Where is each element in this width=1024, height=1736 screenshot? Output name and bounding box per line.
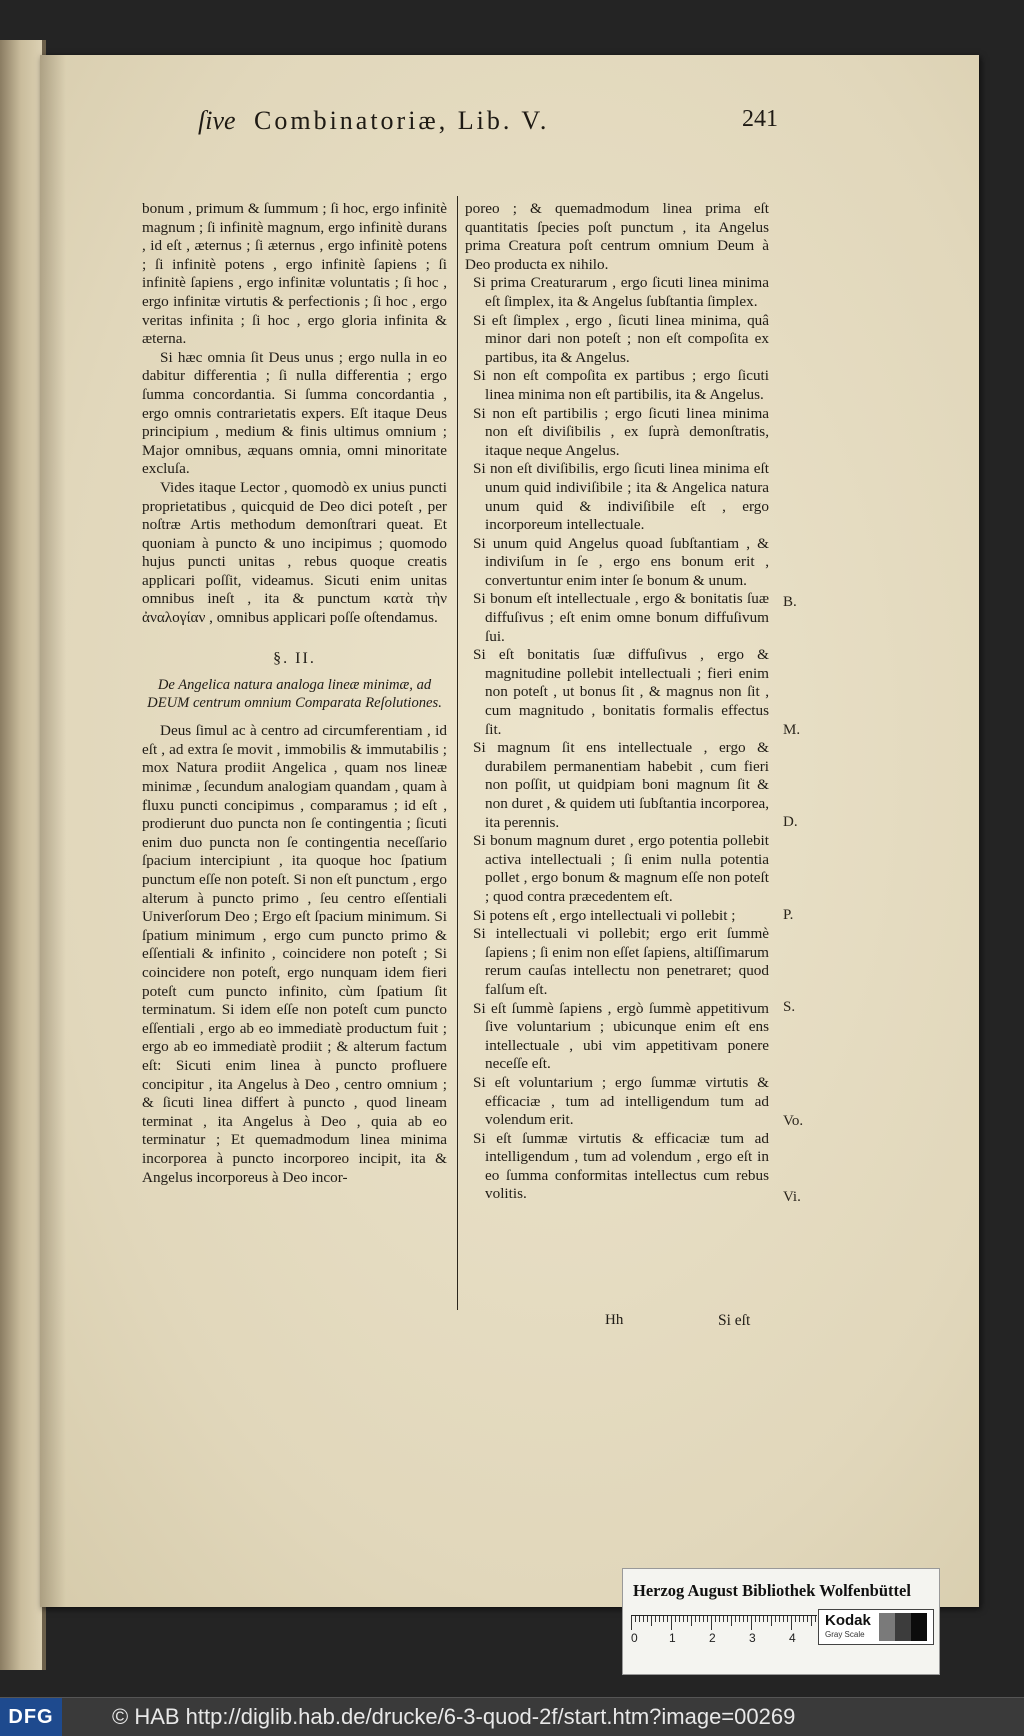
- ruler-tick: [671, 1616, 672, 1630]
- ruler-tick: [763, 1616, 764, 1622]
- proposition: Si eſt bonitatis ſuæ diffuſivus , ergo & magnitudine pollebit intellectuali ; fieri enim non poteſt , ut bonus ſit , & magnus non ſit , cum magnitudo , bonitatis formalis effectus ſit.: [473, 646, 769, 738]
- ruler-tick: [731, 1616, 732, 1626]
- ruler-tick: [631, 1616, 632, 1630]
- ruler-tick: [811, 1616, 812, 1626]
- section-title: De Angelica natura analoga lineæ minimæ, ad DEUM centrum omnium Comparata Reſolutiones.: [147, 677, 442, 712]
- proposition: Si eſt ſummæ virtutis & efficaciæ tum ad intelligendum , tum ad volendum , ergo eſt in eo ſumma conformitas intellectus cum rebus volitis.: [473, 1129, 769, 1203]
- margin-letter: Vo.: [783, 1113, 804, 1129]
- library-card: [622, 1568, 940, 1675]
- ruler-tick: [651, 1616, 652, 1626]
- ruler-tick: [799, 1616, 800, 1622]
- running-head-sive: ſive: [198, 106, 236, 135]
- ruler-tick: [739, 1616, 740, 1622]
- running-head-title: Combinatoriæ, Lib. V.: [254, 106, 550, 135]
- ruler-tick: [735, 1616, 736, 1622]
- ruler-tick: [707, 1616, 708, 1622]
- ruler-number: 4: [789, 1631, 796, 1645]
- ruler-tick: [775, 1616, 776, 1622]
- paragraph: poreo ; & quemadmodum linea prima eſt quantitatis ſpecies poſt punctum , ita Angelus prima Creatura poſt centrum omnium Deum à Deo producta ex nihilo.: [465, 200, 769, 273]
- ruler-tick: [755, 1616, 756, 1622]
- proposition: Si potens eſt , ergo intellectuali vi pollebit ;: [473, 906, 736, 924]
- ruler-tick: [803, 1616, 804, 1622]
- proposition: Si prima Creaturarum , ergo ſicuti linea minima eſt ſimplex, ita & Angelus ſubſtantia ſimplex.: [473, 274, 769, 310]
- ruler-number: 3: [749, 1631, 756, 1645]
- left-column: [142, 200, 447, 1187]
- proposition: Si intellectuali vi pollebit; ergo erit ſummè ſapiens ; ſi enim non eſſet ſapiens, altiſſimarum rerum cauſas intellectu non penetraret; quod falſum eſt.: [473, 925, 769, 998]
- ruler-tick: [795, 1616, 796, 1622]
- ruler-number: 1: [669, 1631, 676, 1645]
- ruler-tick: [699, 1616, 700, 1622]
- dfg-logo[interactable]: DFG: [0, 1698, 62, 1736]
- margin-letter: D.: [783, 814, 798, 830]
- kodak-gray-scale: [818, 1609, 934, 1645]
- proposition: Si bonum magnum duret , ergo potentia pollebit activa intellectuali ; ſi enim nulla potentia pollet , ergo bonum & magnum eſſe non poteſt ; quod contra præcedentem eſt.: [473, 832, 769, 905]
- margin-letter: B.: [783, 594, 797, 610]
- signature-mark: Hh: [605, 1312, 624, 1328]
- gray-swatch: [895, 1613, 911, 1641]
- paragraph: Vides itaque Lector , quomodò ex unius puncti proprietatibus , quicquid de Deo dici poteſt , per noſtræ Artis methodum demonſtrari queat. Et quoniam à puncto & uno incipimus ; quomodo hujus puncti unitas , rebus quoque creatis applicari poſſit, videamus. Sicuti enim unitas omnibus ineſt , ita & punctum κατὰ τὴν ἀναλογίαν , omnibus applicari poſſe oſtendamus.: [142, 478, 447, 627]
- ruler-tick: [771, 1616, 772, 1626]
- ruler-number: 2: [709, 1631, 716, 1645]
- paragraph: bonum , primum & ſummum ; ſi hoc, ergo infinitè magnum ; ſi infinitè magnum, ergo infinitè durans , id eſt , æternus ; ſi æternus , ergo infinitè potens ; ſi infinitè potens , ergo infinitè ſapiens ; ſi infinitè ſapiens , ergo infinitæ voluntatis ; ſi hoc , ergo infinitæ virtutis & perfectionis ; ſi hoc , ergo veritas infinita ; ſi hoc , ergo gloria infinita & æterna.: [142, 200, 447, 348]
- gray-swatch: [879, 1613, 895, 1641]
- catchword: Si eſt: [718, 1312, 751, 1329]
- margin-letter: P.: [783, 907, 794, 923]
- ruler-tick: [679, 1616, 680, 1622]
- ruler-tick: [711, 1616, 712, 1630]
- proposition: Si unum quid Angelus quoad ſubſtantiam , & indiviſum in ſe , ergo ens bonum erit , convertuntur enim inter ſe bonum & unum.: [473, 534, 769, 589]
- ruler-tick: [751, 1616, 752, 1630]
- proposition: Si non eſt compoſita ex partibus ; ergo ſicuti linea minima non eſt partibilis, ita & Angelus.: [473, 367, 769, 403]
- ruler-tick: [667, 1616, 668, 1622]
- ruler-tick: [675, 1616, 676, 1622]
- paragraph: Si hæc omnia ſit Deus unus ; ergo nulla in eo dabitur differentia ; ſi nulla differentia ; ergo ſumma concordantia. Si ſumma concordantia , ergo omnis contrarietatis expers. Eſt itaque Deus principium , medium & finis ultimus omnium ; Major omnibus, æquans omnia, omni minoritate excluſa.: [142, 348, 447, 478]
- margin-letter: S.: [783, 999, 796, 1015]
- margin-letter: Vi.: [783, 1189, 801, 1205]
- proposition: Si eſt voluntarium ; ergo ſummæ virtutis & efficaciæ , tum ad intelligendum tum ad volendum erit.: [473, 1073, 769, 1129]
- ruler-tick: [791, 1616, 792, 1630]
- ruler-tick: [683, 1616, 684, 1622]
- ruler-tick: [787, 1616, 788, 1622]
- proposition: Si eſt ſimplex , ergo , ſicuti linea minima, quâ minor dari non poteſt ; non eſt compoſita ex partibus, ita & Angelus.: [473, 311, 769, 366]
- ruler-tick: [639, 1616, 640, 1622]
- column-rule: [457, 196, 458, 1310]
- proposition: Si eſt ſummè ſapiens , ergò ſummè appetitivum ſive voluntarium ; ubicunque enim eſt ens intellectuale , ubi vim appetitivam ponere neceſſe eſt.: [473, 999, 769, 1073]
- ruler-tick: [647, 1616, 648, 1622]
- ruler-tick: [695, 1616, 696, 1622]
- ruler-tick: [783, 1616, 784, 1622]
- ruler-tick: [655, 1616, 656, 1622]
- ruler-tick: [659, 1616, 660, 1622]
- ruler-tick: [759, 1616, 760, 1622]
- ruler-tick: [643, 1616, 644, 1622]
- running-head: [198, 102, 778, 142]
- ruler-tick: [807, 1616, 808, 1622]
- ruler-tick: [691, 1616, 692, 1626]
- ruler-tick: [663, 1616, 664, 1622]
- ruler-tick: [635, 1616, 636, 1622]
- margin-letter: M.: [783, 722, 801, 738]
- ruler-tick: [703, 1616, 704, 1622]
- ruler-tick: [687, 1616, 688, 1622]
- ruler-tick: [767, 1616, 768, 1622]
- page-number: 241: [742, 106, 778, 132]
- ruler-number: 0: [631, 1631, 638, 1645]
- source-link[interactable]: © HAB http://diglib.hab.de/drucke/6-3-quod-2f/start.htm?image=00269: [112, 1704, 796, 1729]
- kodak-sub: Gray Scale: [825, 1630, 865, 1639]
- ruler-tick: [779, 1616, 780, 1622]
- library-name: Herzog August Bibliothek Wolfenbüttel: [633, 1581, 911, 1600]
- ruler-tick: [723, 1616, 724, 1622]
- ruler-tick: [747, 1616, 748, 1622]
- right-column: [465, 200, 769, 1204]
- ruler-tick: [719, 1616, 720, 1622]
- ruler-tick: [815, 1616, 816, 1622]
- ruler-tick: [715, 1616, 716, 1622]
- ruler-tick: [727, 1616, 728, 1622]
- kodak-name: Kodak: [825, 1612, 871, 1629]
- ruler-tick: [743, 1616, 744, 1622]
- proposition: Si non eſt diviſibilis, ergo ſicuti linea minima eſt unum quid indiviſibile ; ita & Angelica natura unum quid & indiviſibile eſt , ergo incorporeum intellectuale.: [473, 460, 769, 534]
- paragraph: Deus ſimul ac à centro ad circumferentiam , id eſt , ad extra ſe movit , immobilis & immutabilis ; mox Natura prodiit Angelica , quam nos lineæ minimæ , ſecundum analogiam quandam , quam à fluxu puncti concipimus , comparamus ; id eſt , prodierunt duo puncta non ſe contingentia ; ſicuti enim duo puncta non ſe contingentia neceſſario ſpacium intercipiunt , ita quoque hoc ſpatium punctum eſſe non poteſt. Si non eſt punctum , ergo alterum à puncto primo , ſeu centro eſſentiali Univerſorum Deo ; Ergo eſt ſpacium minimum. Si ſpatium minimum , ergo cum puncto primo & eſſentiali & infinito , coincidere non poteſt ; Si coincidere non poteſt, ergo nunquam idem fieri poteſt cum puncto infinito, cùm ſpatium ſit terminatum. Si idem eſſe non poteſt cum puncto eſſentiali , ergo ab eo immediatè productum fuit ; ergo ab eo immediatè prodiit ; & alterum factum eſt: Sicuti enim linea à puncto profluere concipitur , ita Angelus à Deo , centro omnium ; & ſicuti linea differt à puncto , quod lineam terminat , ita Angelus à Deo , quia ab eo terminatur ; Et quemadmodum linea minima incorporea à puncto incorporeo incipit, ita & Angelus incorporeus à Deo incor-: [142, 722, 447, 1186]
- footer-bar: [0, 1697, 1024, 1736]
- gray-swatch: [911, 1613, 927, 1641]
- proposition: Si bonum eſt intellectuale , ergo & bonitatis ſuæ diffuſivus ; eſt enim omne bonum diffuſivum ſui.: [473, 590, 769, 645]
- section-number: §. II.: [273, 649, 316, 667]
- proposition: Si non eſt partibilis ; ergo ſicuti linea minima non eſt diviſibilis , ex ſuprà demonſtratis, itaque neque Angelus.: [473, 404, 769, 459]
- proposition: Si magnum ſit ens intellectuale , ergo & durabilem permanentiam habebit , cum fieri non poſſit, ut quidpiam boni magnum ſit & non duret , & quidem uti ſubſtantia incorporea, ita perennis.: [473, 739, 769, 831]
